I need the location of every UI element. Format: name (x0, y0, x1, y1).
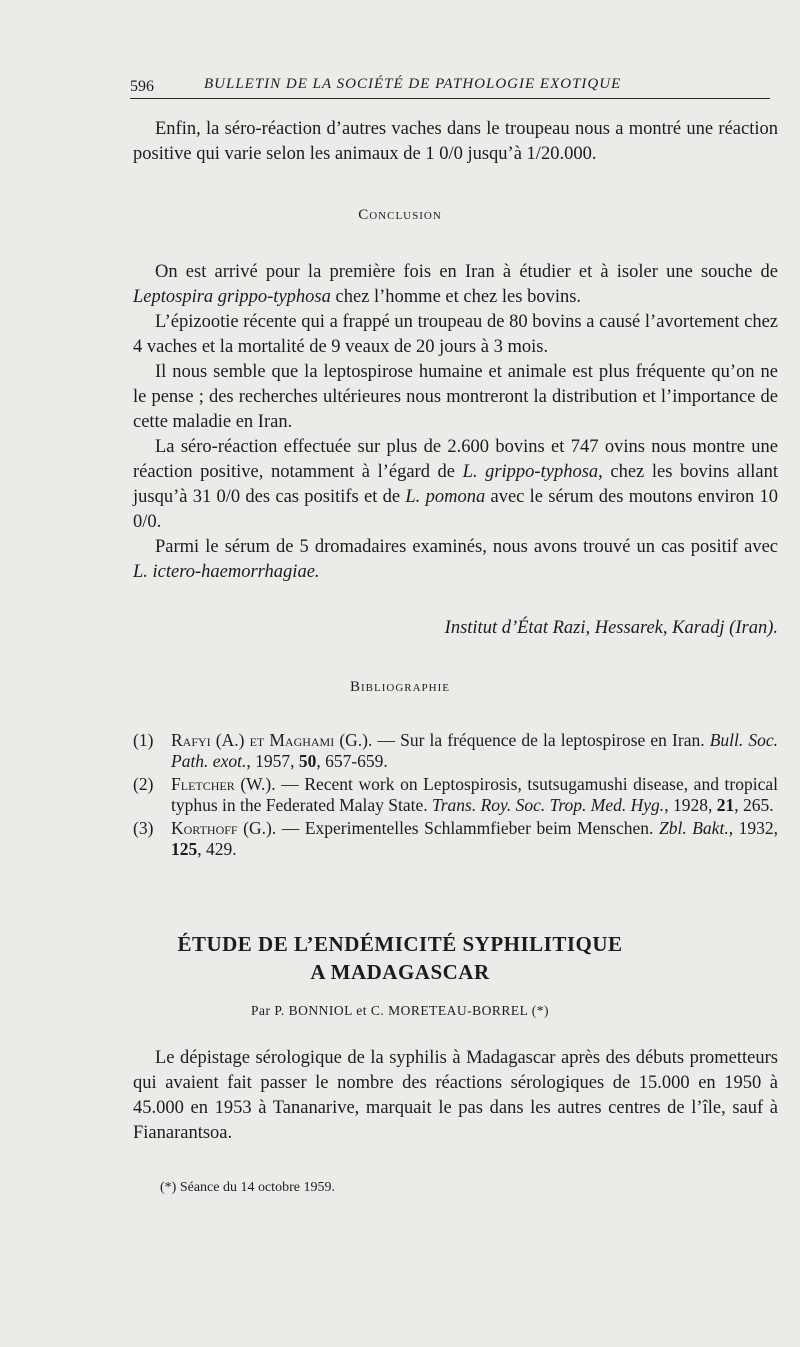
reference-volume: 125 (171, 839, 198, 859)
conclusion-paragraph-5 (133, 535, 778, 585)
reference-number: (3) (133, 818, 154, 838)
reference-volume: 21 (716, 795, 735, 815)
intro-paragraph-block (133, 117, 778, 167)
conclusion-paragraph-3: Il nous semble que la leptospirose humaine et animale est plus fréquente qu’on ne le pense ; des recherches ultérieures nous montreront la distribution et l’importance de cette maladie en Iran. (133, 362, 778, 432)
byline-join: et (356, 1003, 367, 1018)
reference-journal: Trans. Roy. Soc. Trop. Med. Hyg. (431, 795, 665, 815)
reference-number: (1) (133, 730, 154, 750)
reference-item (133, 818, 778, 860)
article-title-line-2: A MADAGASCAR (310, 960, 490, 984)
reference-pages: , 265. (734, 795, 774, 815)
reference-item (133, 730, 778, 772)
text-run: Parmi le sérum de 5 dromadaires examinés, nous avons trouvé un cas positif avec (155, 537, 778, 557)
text-run: chez les bovins allant jusqu’à 31 0/0 des cas positifs et de (133, 462, 778, 507)
text-run: On est arrivé pour la première fois en Iran à étudier et à isoler une souche de (155, 262, 778, 282)
byline-prefix: Par (250, 1003, 271, 1018)
footnote: (*) Séance du 14 octobre 1959. (160, 1180, 335, 1195)
conclusion-paragraph-2: L’épizootie récente qui a frappé un troupeau de 80 bovins a causé l’avortement chez 4 vaches et la mortalité de 9 veaux de 20 jours à 3 mois. (133, 312, 778, 357)
reference-item (133, 774, 778, 816)
running-header (130, 72, 770, 100)
affiliation: Institut d’État Razi, Hessarek, Karadj (Iran). (444, 618, 778, 638)
text-run: La séro-réaction effectuée sur plus de 2.600 bovins et 747 ovins nous montre une réaction positive, notamment à l’égard de (133, 437, 778, 482)
reference-text: — Sur la fréquence de la leptospirose en Iran. (372, 730, 710, 750)
article-paragraph: Le dépistage sérologique de la syphilis à Madagascar après des débuts prometteurs qui avaient fait passer le nombre des réactions sérologiques de 15.000 en 1950 à 45.000 en 1953 à Tananarive, marquait le pas dans les autres centres de l’île, sauf à Fianarantsoa. (133, 1048, 778, 1143)
reference-list (133, 730, 778, 862)
reference-year: , 1928, (664, 795, 717, 815)
conclusion-heading: Conclusion (358, 207, 442, 223)
reference-authors: Korthoff (G.). (171, 818, 277, 838)
article-title-line-1: ÉTUDE DE L’ENDÉMICITÉ SYPHILITIQUE (177, 932, 623, 956)
reference-text: — Experimentelles Schlammfieber beim Menschen. (276, 818, 659, 838)
conclusion-paragraph-4 (133, 435, 778, 535)
species-name: Leptospira grippo-typhosa (133, 287, 331, 307)
page-number: 596 (130, 78, 154, 95)
reference-authors: Fletcher (W.). (171, 774, 276, 794)
reference-text: — Recent work on Leptospirosis, tsutsugamushi disease, and tropical typhus in the Federated Malay State. (171, 774, 778, 815)
author-1: P. BONNIOL (274, 1003, 353, 1018)
reference-number: (2) (133, 774, 154, 794)
reference-year: , 1932, (728, 818, 779, 838)
intro-paragraph: Enfin, la séro-réaction d’autres vaches dans le troupeau nous a montré une réaction positive qui varie selon les animaux de 1 0/0 jusqu’à 1/20.000. (133, 119, 778, 164)
byline (0, 1003, 800, 1019)
conclusion-paragraph-1 (133, 260, 778, 310)
reference-pages: , 657-659. (316, 751, 388, 771)
bibliography-heading: Bibliographie (350, 679, 450, 695)
species-name: L. ictero-haemorrhagiae. (133, 562, 320, 582)
text-run: avec le sérum des moutons environ 10 0/0. (133, 487, 778, 532)
reference-pages: , 429. (197, 839, 237, 859)
text-run: chez l’homme et chez les bovins. (330, 287, 582, 307)
journal-title: BULLETIN DE LA SOCIÉTÉ DE PATHOLOGIE EXOTIQUE (204, 76, 622, 92)
reference-volume: 50 (298, 751, 317, 771)
header-rule (130, 98, 770, 99)
article-body (133, 1046, 778, 1146)
conclusion-body (133, 260, 778, 585)
reference-year: , 1957, (246, 751, 299, 771)
reference-journal: Bull. Soc. Path. exot. (171, 730, 778, 771)
reference-authors: Rafyi (A.) et Maghami (G.). (171, 730, 373, 750)
article-title (0, 930, 800, 986)
species-name: L. pomona (405, 487, 486, 507)
reference-journal: Zbl. Bakt. (658, 818, 729, 838)
author-2: C. MORETEAU-BORREL (*) (370, 1003, 549, 1018)
species-name: L. grippo-typhosa, (462, 462, 603, 482)
